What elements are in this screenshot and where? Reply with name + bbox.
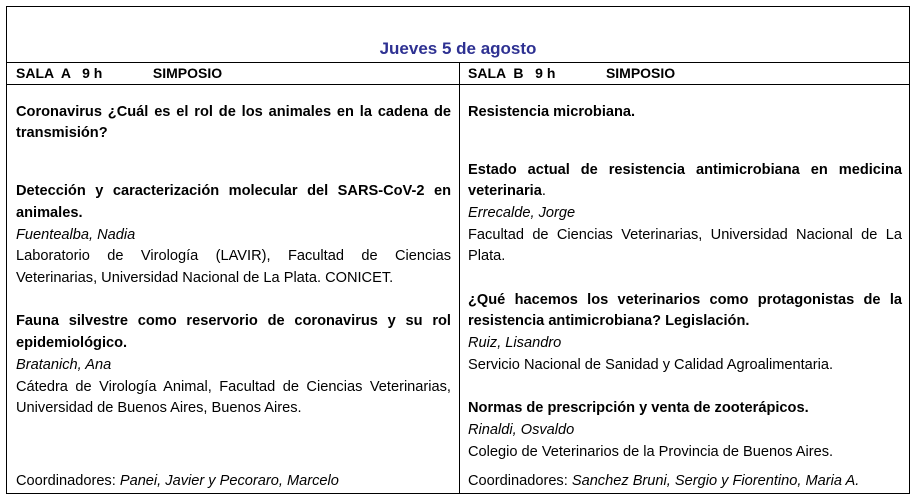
talk-title: Fauna silvestre como reservorio de coronavirus y su rol epidemiológico. xyxy=(16,313,451,352)
talk-title: Detección y caracterización molecular del SARS-CoV-2 en animales. xyxy=(16,183,451,221)
sala-a-coordinators xyxy=(16,471,339,492)
talk xyxy=(468,160,902,269)
talk-speaker: Bratanich, Ana xyxy=(16,356,112,373)
talk-speaker: Rinaldi, Osvaldo xyxy=(468,421,575,438)
coordinators-names: Sanchez Bruni, Sergio y Fiorentino, Maria A. xyxy=(571,473,860,489)
talk-title: Normas de prescripción y venta de zooterápicos. xyxy=(468,400,809,417)
sala-b-header: SALA B 9 h SIMPOSIO xyxy=(468,65,676,81)
column-divider xyxy=(459,62,460,493)
coordinators-label: Coordinadores: xyxy=(16,473,120,489)
talk xyxy=(16,311,451,420)
talk-affiliation: Cátedra de Virología Animal, Facultad de Ciencias Veterinarias, Universidad de Buenos Aires, Buenos Aires. xyxy=(16,378,451,417)
talk-title: Estado actual de resistencia antimicrobiana en medicina veterinaria xyxy=(468,161,902,200)
sala-b-topic: Resistencia microbiana. xyxy=(468,103,636,120)
talk-affiliation: Colegio de Veterinarios de la Provincia de Buenos Aires. xyxy=(468,443,834,460)
talk xyxy=(468,398,902,463)
talk-speaker: Errecalde, Jorge xyxy=(468,204,576,221)
sala-a-header: SALA A 9 h SIMPOSIO xyxy=(16,65,223,81)
divider-header xyxy=(7,84,909,85)
sala-a-topic: Coronavirus ¿Cuál es el rol de los animales en la cadena de transmisión? xyxy=(16,103,451,142)
talk-speaker: Ruiz, Lisandro xyxy=(468,335,562,352)
talk-speaker: Fuentealba, Nadia xyxy=(16,226,136,243)
talk-title: ¿Qué hacemos los veterinarios como protagonistas de la resistencia antimicrobiana? Legislación. xyxy=(468,291,902,330)
talk xyxy=(16,181,451,290)
talk xyxy=(468,290,902,377)
sala-a-column xyxy=(16,87,451,420)
title-row xyxy=(7,7,909,62)
talk-affiliation: Laboratorio de Virología (LAVIR), Facultad de Ciencias Veterinarias, Universidad Nacional de La Plata. CONICET. xyxy=(16,248,451,287)
schedule-table xyxy=(6,6,910,494)
sala-b-coordinators xyxy=(468,471,859,492)
day-title: Jueves 5 de agosto xyxy=(379,39,537,58)
sala-b-column xyxy=(468,87,902,463)
talk-affiliation: Servicio Nacional de Sanidad y Calidad Agroalimentaria. xyxy=(468,356,834,373)
coordinators-label: Coordinadores: xyxy=(468,473,572,489)
talk-affiliation: Facultad de Ciencias Veterinarias, Universidad Nacional de La Plata. xyxy=(468,226,902,265)
coordinators-names: Panei, Javier y Pecoraro, Marcelo xyxy=(119,473,339,489)
talk-title-tail: . xyxy=(541,183,546,200)
